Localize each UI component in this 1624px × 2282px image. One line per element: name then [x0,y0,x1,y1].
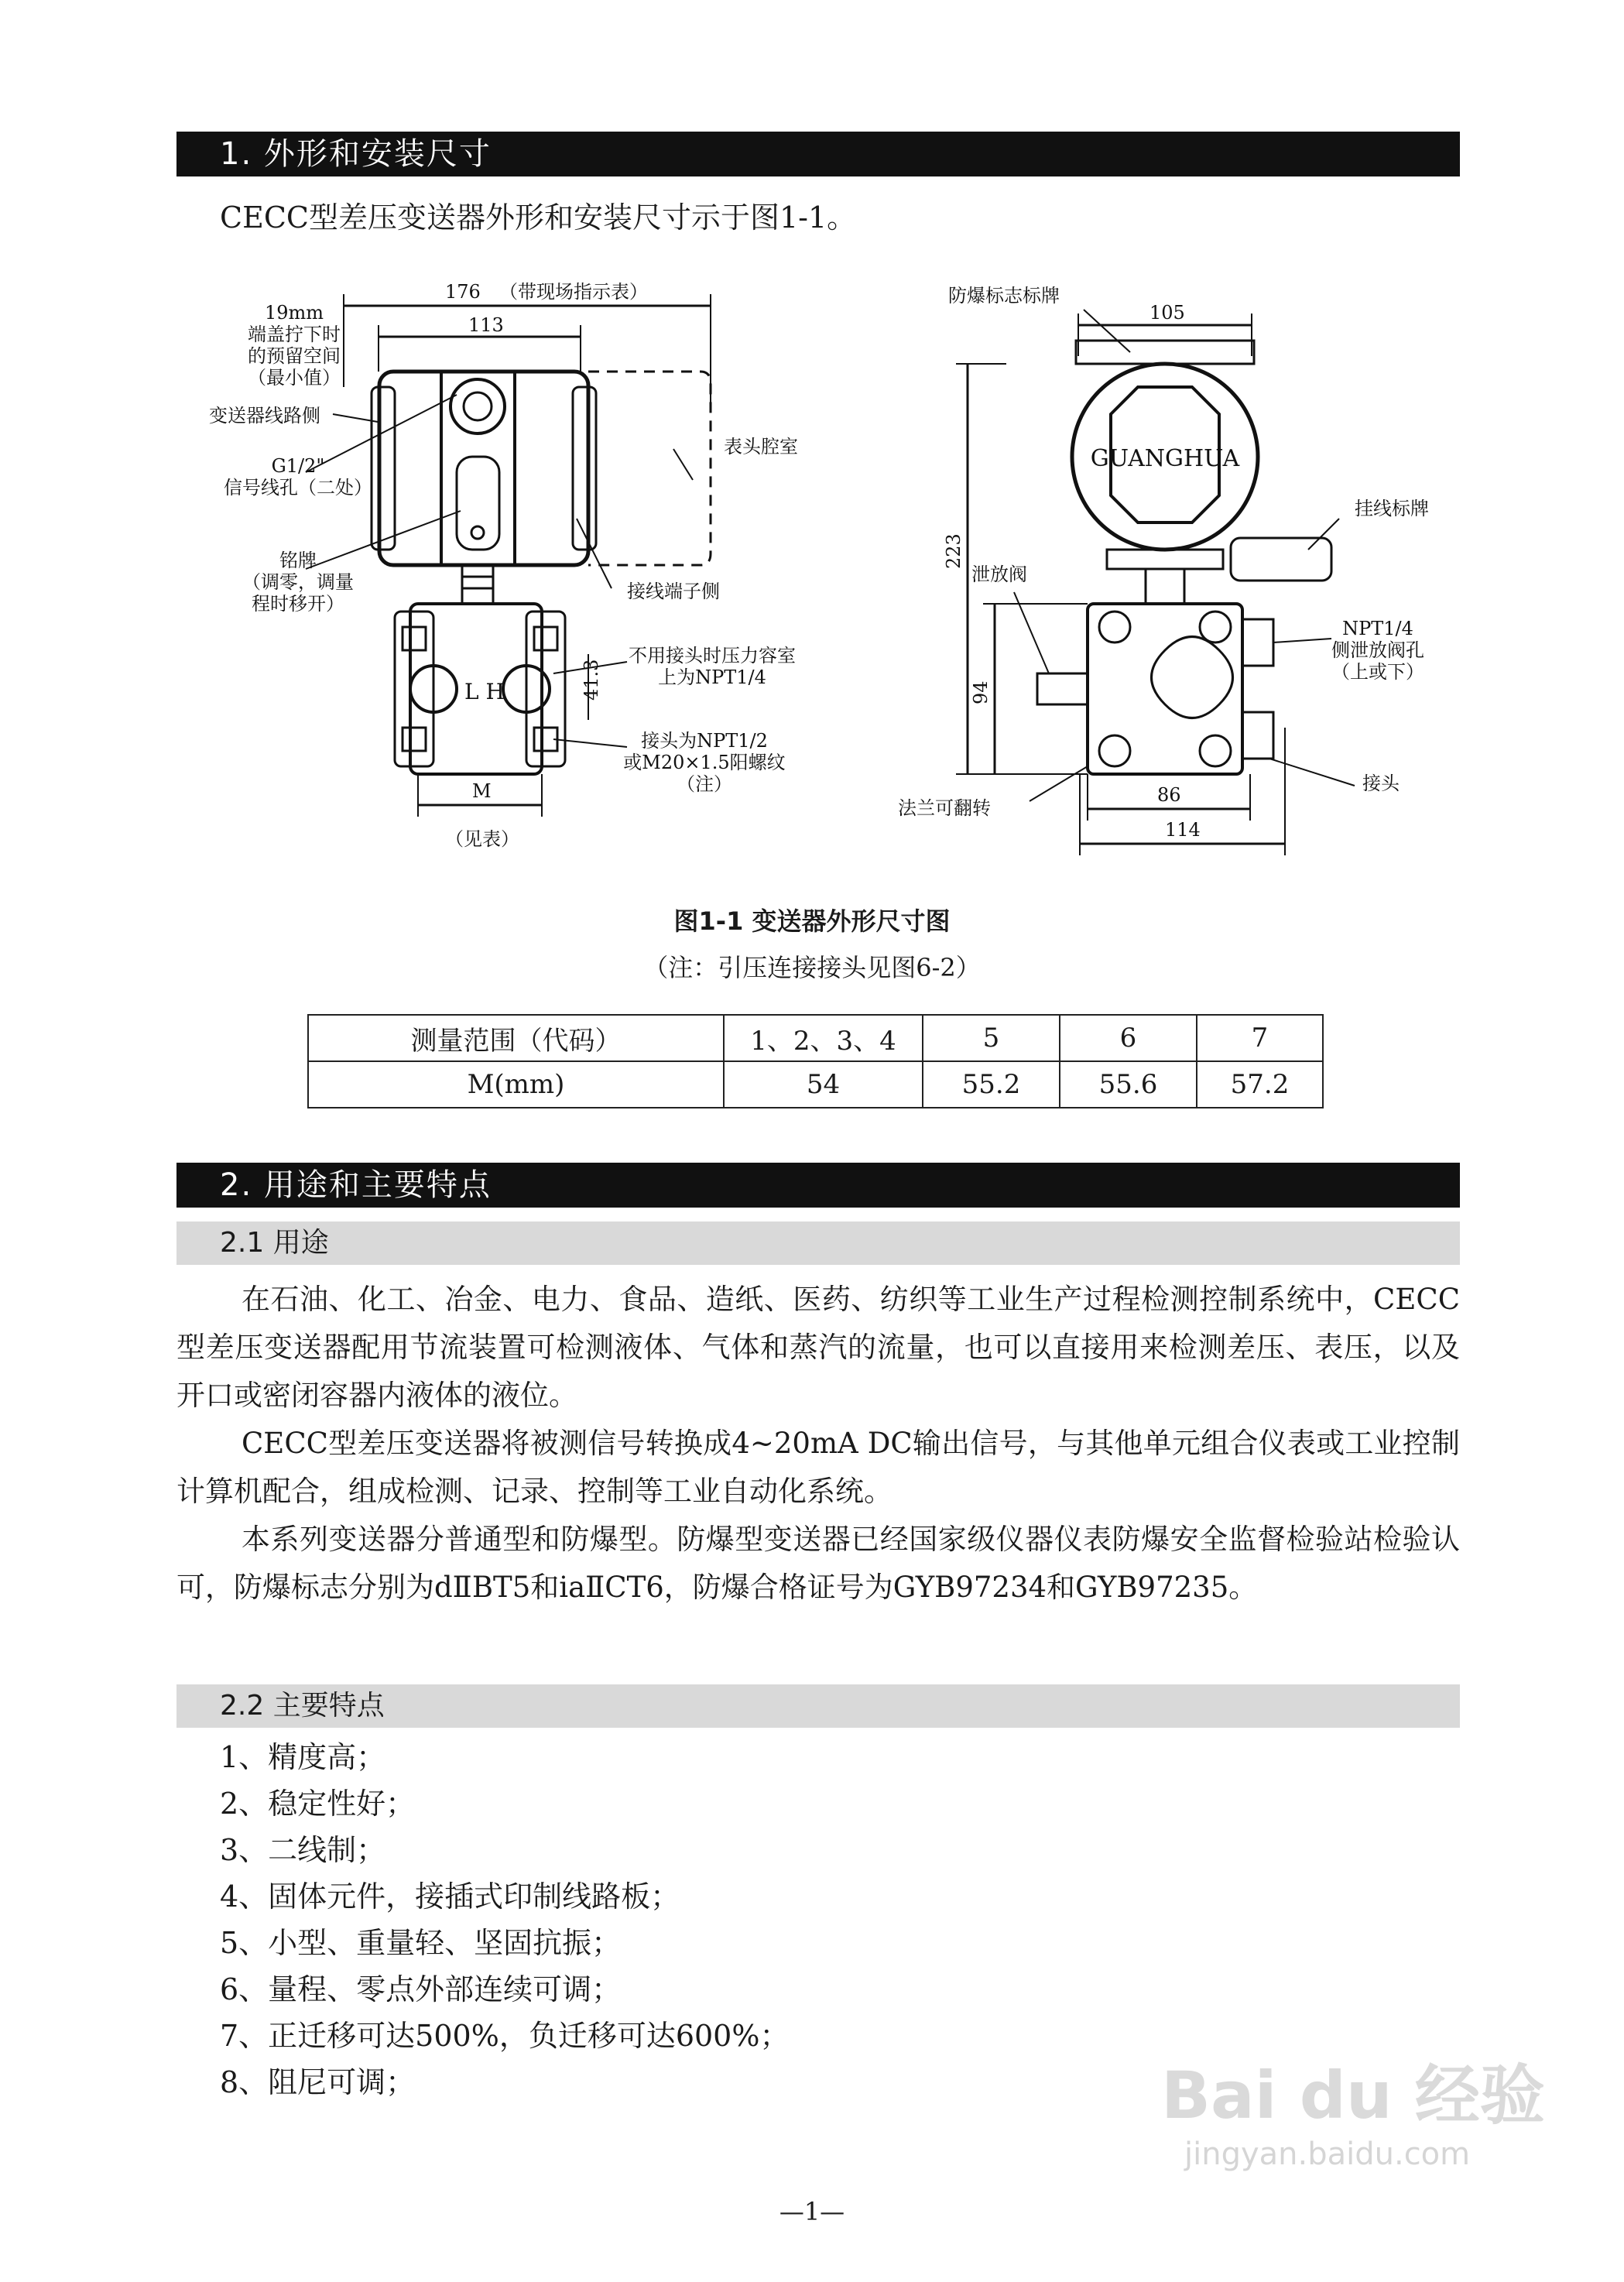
list-item: 6、量程、零点外部连续可调； [220,1972,622,2006]
feature-list [220,1734,789,2106]
label-dim-41: 41.3 [581,659,602,701]
label-dim-223: 223 [943,533,964,569]
table-cell: 55.2 [923,1061,1060,1108]
label-space-2: 的预留空间 [248,345,341,367]
label-dim-176: 176 [445,281,481,303]
table-row [308,1061,1323,1108]
label-hang-tag: 挂线标牌 [1355,498,1429,519]
figure-note: （注：引压连接接头见图6-2） [643,953,981,982]
section1-title: 1. 外形和安装尺寸 [176,132,1460,176]
label-connector-0: 接头为NPT1/2 [641,730,768,752]
watermark-url: jingyan.baidu.com [1184,2136,1471,2172]
meter-chamber-outline [588,372,711,565]
table-cell: 57.2 [1197,1061,1323,1108]
label-dim-94: 94 [970,680,992,704]
label-vent-valve: 泄放阀 [971,564,1027,585]
table-cell: 测量范围（代码） [308,1015,724,1061]
watermark-logo: Bai du 经验 [1161,2058,1545,2133]
label-signal-hole-0: G1/2" [271,455,325,477]
label-see-table: （见表） [445,828,519,850]
paragraph-1: 在石油、化工、冶金、电力、食品、造纸、医药、纺织等工业生产过程检测控制系统中，CECC型差压变送器配用节流装置可检测液体、气体和蒸汽的流量，也可以直接用来检测差压、表压，以及开口或密闭容器内液体的液位。 [176,1283,1460,1412]
label-nameplate-0: 铭牌 [279,550,317,571]
label-right-connector: 接头 [1362,773,1400,794]
hang-tag [1231,538,1331,581]
list-item: 2、稳定性好； [220,1787,416,1821]
label-connector-2: （注） [677,773,732,795]
list-item: 3、二线制； [220,1833,386,1867]
range-table [307,1014,1324,1108]
label-npt-1: 侧泄放阀孔 [1331,639,1424,661]
paragraph-3: 本系列变送器分普通型和防爆型。防爆型变送器已经国家级仪器仪表防爆安全监督检验站检验认可，防爆标志分别为dⅡBT5和iaⅡCT6，防爆合格证号为GYB97234和GYB97235。 [176,1523,1460,1604]
label-signal-hole-1: 信号线孔（二处） [224,477,372,499]
label-dim-114: 114 [1165,819,1201,841]
label-space-1: 端盖拧下时 [248,324,341,345]
section2-title: 2. 用途和主要特点 [176,1163,1460,1208]
label-dim-86: 86 [1157,784,1181,806]
table-header-row [308,1015,1323,1061]
label-with-gauge: （带现场指示表） [499,281,648,303]
label-pressure-1: 上为NPT1/4 [658,666,766,688]
list-item: 8、阻尼可调； [220,2065,416,2099]
page-number: —1— [779,2197,845,2226]
label-nameplate-2: 程时移开） [252,593,344,615]
label-lh: L H [464,679,505,704]
label-flange: 法兰可翻转 [898,797,991,819]
table-cell: 6 [1060,1015,1197,1061]
section1-intro: CECC型差压变送器外形和安装尺寸示于图1-1。 [220,200,857,235]
figure-caption: 图1-1 变送器外形尺寸图 [673,906,951,936]
table-cell: 55.6 [1060,1061,1197,1108]
list-item: 7、正迁移可达500%，负迁移可达600%； [220,2019,790,2053]
label-terminal-side: 接线端子侧 [627,581,720,602]
section2-sub1: 2.1 用途 [176,1222,1460,1265]
display-window [451,379,505,433]
list-item: 5、小型、重量轻、坚固抗振； [220,1926,622,1960]
table-cell: 1、2、3、4 [724,1015,923,1061]
paragraph-2: CECC型差压变送器将被测信号转换成4~20mA DC输出信号，与其他单元组合仪表或工业控制计算机配合，组成检测、记录、控制等工业自动化系统。 [176,1427,1460,1508]
label-circuit-side: 变送器线路侧 [209,405,320,427]
figure-drawing [0,263,1624,882]
label-space-0: 19mm [264,302,324,324]
label-space-3: （最小值） [248,367,341,389]
table-cell: 54 [724,1061,923,1108]
right-flange [1088,604,1242,774]
list-item: 4、固体元件，接插式印制线路板； [220,1879,680,1914]
label-dim-113: 113 [468,314,504,336]
label-npt-0: NPT1/4 [1342,618,1413,639]
label-nameplate-1: （调零，调量 [242,571,354,593]
table-cell: 7 [1197,1015,1323,1061]
list-item: 1、精度高； [220,1740,386,1774]
table-cell: 5 [923,1015,1060,1061]
label-ex-plate: 防爆标志标牌 [948,285,1060,307]
label-brand: GUANGHUA [1090,445,1240,472]
label-connector-1: 或M20×1.5阳螺纹 [623,752,786,773]
label-npt-2: （上或下） [1331,661,1424,683]
label-meter-chamber: 表头腔室 [724,436,798,457]
section2-sub2: 2.2 主要特点 [176,1684,1460,1728]
label-dim-105: 105 [1149,302,1185,324]
label-dim-m: M [472,780,492,802]
table-cell: M(mm) [308,1061,724,1108]
label-pressure-0: 不用接头时压力容室 [629,645,796,666]
